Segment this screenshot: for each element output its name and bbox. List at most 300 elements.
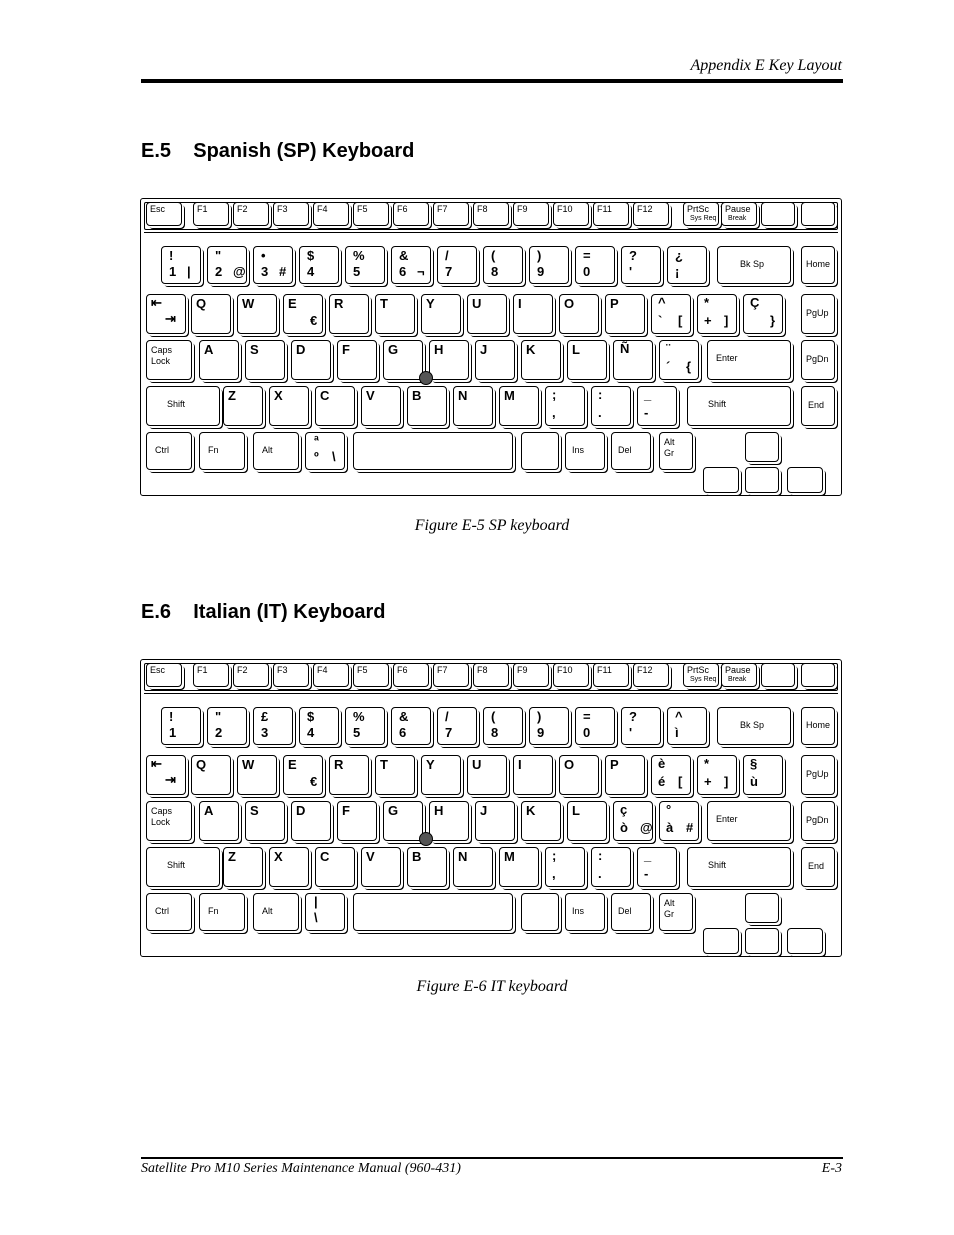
- key-number-11[interactable]: [621, 707, 661, 745]
- key-main-label: 1: [169, 264, 177, 279]
- key-letter-t[interactable]: [375, 294, 415, 334]
- ctrl-label: Ctrl: [155, 906, 169, 916]
- fn-key-label: F9: [517, 204, 528, 214]
- key-shift-label: _: [644, 387, 652, 402]
- key-f7[interactable]: [433, 202, 469, 226]
- key-f5[interactable]: [353, 663, 389, 687]
- key-letter-y[interactable]: [421, 294, 461, 334]
- key-f6[interactable]: [393, 202, 429, 226]
- key-number-12[interactable]: [667, 246, 707, 284]
- key-main-label: 9: [537, 264, 545, 279]
- key-letter-label: F: [342, 342, 350, 357]
- key-number-10[interactable]: [575, 246, 615, 284]
- key-number-11[interactable]: [621, 246, 661, 284]
- key-shift-label: ": [215, 709, 222, 724]
- key-arrow-down[interactable]: [745, 928, 779, 954]
- key-letter-s[interactable]: [245, 801, 285, 841]
- key-main-label: ,: [552, 866, 556, 881]
- key-shift-label: !: [169, 248, 174, 263]
- key-prtsc[interactable]: [683, 663, 719, 687]
- shift-label: Shift: [708, 399, 727, 409]
- key-shift-label: !: [169, 709, 174, 724]
- key-f4[interactable]: [313, 202, 349, 226]
- figure-caption-sp: Figure E-5 SP keyboard: [414, 517, 570, 534]
- pgup-label: PgUp: [806, 308, 829, 318]
- key-letter-p[interactable]: [605, 755, 645, 795]
- key-main-label: .: [598, 866, 602, 881]
- key-home[interactable]: [801, 246, 835, 284]
- key-symbol-q-2[interactable]: [743, 755, 783, 795]
- key-backspace[interactable]: [717, 246, 791, 284]
- key-number-2[interactable]: [207, 707, 247, 745]
- key-shift-label: Ç: [750, 295, 760, 310]
- key-shift-label: %: [353, 248, 365, 263]
- key-symbol-bottom[interactable]: [305, 893, 345, 931]
- key-letter-n[interactable]: [453, 847, 493, 887]
- footer-page-number: E-3: [821, 1161, 842, 1176]
- key-symbol-a-1[interactable]: [659, 801, 699, 841]
- key-main-label: 8: [491, 264, 499, 279]
- key-symbol-q-2[interactable]: [743, 294, 783, 334]
- key-letter-g[interactable]: [383, 801, 423, 841]
- key-letter-label: C: [320, 849, 330, 864]
- key-f1[interactable]: [193, 202, 229, 226]
- key-alt[interactable]: [253, 893, 299, 931]
- key-symbol-a-0[interactable]: [613, 340, 653, 380]
- key-letter-label: X: [274, 849, 283, 864]
- key-letter-y[interactable]: [421, 755, 461, 795]
- key-main-label: ò: [620, 820, 628, 835]
- menu-key[interactable]: [801, 663, 835, 687]
- key-shift-label: *: [704, 295, 710, 310]
- key-pause[interactable]: [721, 663, 757, 687]
- key-backspace[interactable]: [717, 707, 791, 745]
- fn-key-label: F8: [477, 204, 488, 214]
- key-altgr-label: |: [187, 264, 191, 279]
- key-arrow-left[interactable]: [703, 928, 739, 954]
- tab-bottom-label: ⇥: [165, 311, 176, 326]
- fn-key-label: F11: [597, 204, 612, 214]
- key-shift-label: =: [583, 709, 591, 724]
- key-letter-label: D: [296, 342, 306, 357]
- key-symbol-a-1[interactable]: [659, 340, 699, 380]
- key-altgr-label: }: [770, 313, 776, 328]
- key-f11[interactable]: [593, 202, 629, 226]
- key-letter-x[interactable]: [269, 386, 309, 426]
- key-number-8[interactable]: [483, 707, 523, 745]
- key-ins[interactable]: [565, 432, 605, 470]
- key-letter-h[interactable]: [429, 340, 469, 380]
- key-shift-label: ^: [658, 295, 666, 310]
- key-letter-r[interactable]: [329, 294, 369, 334]
- menu-key[interactable]: [801, 202, 835, 226]
- key-letter-label: I: [518, 296, 522, 311]
- key-symbol-q-1[interactable]: [697, 755, 737, 795]
- key-letter-label: S: [250, 342, 259, 357]
- fn-key-label: F3: [277, 204, 288, 214]
- key-letter-o[interactable]: [559, 755, 599, 795]
- key-letter-h[interactable]: [429, 801, 469, 841]
- key-main-label: 4: [307, 264, 315, 279]
- key-enter[interactable]: [707, 801, 791, 841]
- section-title-it: E.6 Italian (IT) Keyboard: [141, 601, 386, 623]
- key-f5[interactable]: [353, 202, 389, 226]
- key-f8[interactable]: [473, 202, 509, 226]
- key-symbol-z-1[interactable]: [591, 386, 631, 426]
- shift-label: Shift: [708, 860, 727, 870]
- key-f8[interactable]: [473, 663, 509, 687]
- key-f11[interactable]: [593, 663, 629, 687]
- key-letter-d[interactable]: [291, 340, 331, 380]
- key-shift-label: Ñ: [620, 341, 630, 356]
- key-number-9[interactable]: [529, 707, 569, 745]
- key-letter-label: T: [380, 296, 388, 311]
- key-letter-label: W: [242, 757, 255, 772]
- fn-key-label: Esc: [150, 204, 166, 214]
- fn-label: Fn: [208, 906, 219, 916]
- key-left-shift[interactable]: [146, 847, 220, 887]
- key-letter-q[interactable]: [191, 755, 231, 795]
- key-letter-g[interactable]: [383, 340, 423, 380]
- key-number-6[interactable]: [391, 707, 431, 745]
- key-main-label: 0: [583, 725, 591, 740]
- fn-key-label: PrtSc: [687, 204, 710, 214]
- key-f12[interactable]: [633, 202, 669, 226]
- key-number-5[interactable]: [345, 707, 385, 745]
- key-number-7[interactable]: [437, 246, 477, 284]
- key-letter-e[interactable]: [283, 755, 323, 795]
- key-main-label: 1: [169, 725, 177, 740]
- key-number-8[interactable]: [483, 246, 523, 284]
- key-letter-label: Z: [228, 849, 236, 864]
- windows-key[interactable]: [761, 663, 795, 687]
- key-f2[interactable]: [233, 202, 269, 226]
- key-shift-label: %: [353, 709, 365, 724]
- key-letter-p[interactable]: [605, 294, 645, 334]
- key-letter-a[interactable]: [199, 801, 239, 841]
- key-letter-l[interactable]: [567, 801, 607, 841]
- key-letter-z[interactable]: [223, 386, 263, 426]
- key-arrow-left[interactable]: [703, 467, 739, 493]
- key-prtsc[interactable]: [683, 202, 719, 226]
- key-letter-k[interactable]: [521, 340, 561, 380]
- key-tab[interactable]: [146, 294, 186, 334]
- figure-caption-it: Figure E-6 IT keyboard: [416, 978, 568, 995]
- key-esc[interactable]: [146, 663, 182, 687]
- altgr-gr-label: Gr: [664, 909, 674, 919]
- key-shift-label: ": [215, 248, 222, 263]
- key-f10[interactable]: [553, 202, 589, 226]
- key-fn[interactable]: [199, 432, 245, 470]
- key-tab[interactable]: [146, 755, 186, 795]
- key-angle-brackets[interactable]: [521, 432, 559, 470]
- key-home[interactable]: [801, 707, 835, 745]
- fn-key-label: Esc: [150, 665, 166, 675]
- key-shift-label: :: [598, 387, 603, 402]
- key-arrow-right[interactable]: [787, 928, 823, 954]
- key-number-3[interactable]: [253, 246, 293, 284]
- key-main-label: 8: [491, 725, 499, 740]
- key-letter-i[interactable]: [513, 294, 553, 334]
- key-shift-label: ): [537, 709, 542, 724]
- key-shift-label: :: [598, 848, 603, 863]
- key-letter-b[interactable]: [407, 386, 447, 426]
- del-label: Del: [618, 445, 632, 455]
- key-letter-c[interactable]: [315, 847, 355, 887]
- key-arrow-down[interactable]: [745, 467, 779, 493]
- euro-label: €: [310, 774, 318, 789]
- key-enter[interactable]: [707, 340, 791, 380]
- key-letter-j[interactable]: [475, 340, 515, 380]
- altgr-alt-label: Alt: [664, 898, 675, 908]
- key-f12[interactable]: [633, 663, 669, 687]
- key-shift-label: ;: [552, 848, 557, 863]
- key-letter-label: Z: [228, 388, 236, 403]
- key-letter-c[interactable]: [315, 386, 355, 426]
- row-separator: [144, 232, 838, 233]
- key-f1[interactable]: [193, 663, 229, 687]
- key-main-label: 5: [353, 725, 361, 740]
- key-ctrl[interactable]: [146, 432, 192, 470]
- fn-key-label: F6: [397, 665, 408, 675]
- key-letter-label: F: [342, 803, 350, 818]
- key-main-label: 7: [445, 725, 453, 740]
- key-f9[interactable]: [513, 663, 549, 687]
- key-altgr-label: @: [640, 820, 653, 835]
- key-alt-gr[interactable]: [659, 893, 693, 931]
- key-f4[interactable]: [313, 663, 349, 687]
- key-letter-label: J: [480, 803, 488, 818]
- key-altgr-label: ]: [724, 313, 729, 328]
- key-arrow-up[interactable]: [745, 432, 779, 462]
- key-letter-s[interactable]: [245, 340, 285, 380]
- key-symbol-q-0[interactable]: [651, 755, 691, 795]
- key-symbol-bottom[interactable]: [305, 432, 345, 470]
- key-letter-f[interactable]: [337, 801, 377, 841]
- fn-key-sub-label: Sys Req: [690, 215, 717, 222]
- pgdn-label: PgDn: [806, 815, 829, 825]
- key-symbol-z-1[interactable]: [591, 847, 631, 887]
- key-number-10[interactable]: [575, 707, 615, 745]
- key-main-label: 0: [583, 264, 591, 279]
- key-symbol-q-1[interactable]: [697, 294, 737, 334]
- fn-key-label: F12: [637, 665, 653, 675]
- shift-label: Shift: [167, 860, 186, 870]
- key-letter-k[interactable]: [521, 801, 561, 841]
- key-letter-i[interactable]: [513, 755, 553, 795]
- keyboard-figure-sp: [140, 198, 842, 496]
- key-alt-gr[interactable]: [659, 432, 693, 470]
- key-shift-label: /: [445, 248, 449, 263]
- key-number-7[interactable]: [437, 707, 477, 745]
- key-letter-label: K: [526, 342, 536, 357]
- key-symbol-z-2[interactable]: [637, 847, 677, 887]
- key-main-label: 6: [399, 264, 407, 279]
- fn-key-label: F10: [557, 665, 573, 675]
- fn-key-label: F11: [597, 665, 612, 675]
- key-del[interactable]: [611, 893, 651, 931]
- key-letter-label: U: [472, 296, 482, 311]
- key-letter-o[interactable]: [559, 294, 599, 334]
- key-caps-lock[interactable]: [146, 801, 192, 841]
- key-pause[interactable]: [721, 202, 757, 226]
- key-letter-m[interactable]: [499, 847, 539, 887]
- key-number-9[interactable]: [529, 246, 569, 284]
- tab-top-label: ⇤: [151, 295, 162, 310]
- key-letter-f[interactable]: [337, 340, 377, 380]
- caps-label: Caps: [151, 806, 173, 816]
- key-letter-r[interactable]: [329, 755, 369, 795]
- key-main-label: +: [704, 313, 712, 328]
- key-letter-t[interactable]: [375, 755, 415, 795]
- key-letter-label: P: [610, 757, 619, 772]
- key-letter-j[interactable]: [475, 801, 515, 841]
- key-shift-label: |: [314, 894, 318, 909]
- key-letter-z[interactable]: [223, 847, 263, 887]
- key-del[interactable]: [611, 432, 651, 470]
- key-pgdn[interactable]: [801, 801, 835, 841]
- key-caps-lock[interactable]: [146, 340, 192, 380]
- key-symbol-a-0[interactable]: [613, 801, 653, 841]
- key-letter-u[interactable]: [467, 294, 507, 334]
- key-main-label: ù: [750, 774, 758, 789]
- key-letter-u[interactable]: [467, 755, 507, 795]
- key-shift-label: ç: [620, 802, 628, 817]
- key-shift-label: £: [261, 709, 269, 724]
- key-shift-label: °: [666, 802, 672, 817]
- windows-key[interactable]: [761, 202, 795, 226]
- key-end[interactable]: [801, 847, 835, 887]
- key-symbol-z-2[interactable]: [637, 386, 677, 426]
- key-main-label: ': [629, 264, 633, 279]
- fn-key-label: PrtSc: [687, 665, 710, 675]
- key-letter-m[interactable]: [499, 386, 539, 426]
- enter-label: Enter: [716, 814, 738, 824]
- key-letter-q[interactable]: [191, 294, 231, 334]
- key-space[interactable]: [353, 432, 513, 470]
- key-number-5[interactable]: [345, 246, 385, 284]
- key-letter-label: W: [242, 296, 255, 311]
- key-number-1[interactable]: [161, 707, 201, 745]
- key-letter-label: H: [434, 803, 444, 818]
- key-f3[interactable]: [273, 663, 309, 687]
- key-end[interactable]: [801, 386, 835, 426]
- key-letter-a[interactable]: [199, 340, 239, 380]
- pointing-stick[interactable]: [419, 371, 433, 385]
- key-esc[interactable]: [146, 202, 182, 226]
- pointing-stick[interactable]: [419, 832, 433, 846]
- fn-key-label: F5: [357, 204, 368, 214]
- key-shift-label: •: [261, 248, 266, 263]
- key-letter-d[interactable]: [291, 801, 331, 841]
- key-letter-label: D: [296, 803, 306, 818]
- key-symbol-q-0[interactable]: [651, 294, 691, 334]
- key-letter-w[interactable]: [237, 294, 277, 334]
- key-letter-l[interactable]: [567, 340, 607, 380]
- key-letter-n[interactable]: [453, 386, 493, 426]
- key-f7[interactable]: [433, 663, 469, 687]
- key-fn[interactable]: [199, 893, 245, 931]
- key-shift-label: (: [491, 709, 496, 724]
- del-label: Del: [618, 906, 632, 916]
- key-number-12[interactable]: [667, 707, 707, 745]
- key-number-6[interactable]: [391, 246, 431, 284]
- key-pgup[interactable]: [801, 294, 835, 334]
- key-ins[interactable]: [565, 893, 605, 931]
- key-right-shift[interactable]: [687, 847, 791, 887]
- key-shift-label: (: [491, 248, 496, 263]
- keyboard-figure-it: [140, 659, 842, 957]
- key-shift-label: ;: [552, 387, 557, 402]
- key-letter-label: O: [564, 296, 575, 311]
- key-main-label: 4: [307, 725, 315, 740]
- key-letter-v[interactable]: [361, 847, 401, 887]
- key-altgr-label: #: [279, 264, 287, 279]
- key-arrow-right[interactable]: [787, 467, 823, 493]
- key-shift-label: /: [445, 709, 449, 724]
- key-letter-x[interactable]: [269, 847, 309, 887]
- key-letter-b[interactable]: [407, 847, 447, 887]
- key-shift-label: ¨: [666, 341, 671, 356]
- key-f3[interactable]: [273, 202, 309, 226]
- fn-key-label: F1: [197, 204, 208, 214]
- key-letter-label: N: [458, 849, 468, 864]
- key-letter-label: A: [204, 342, 214, 357]
- key-right-shift[interactable]: [687, 386, 791, 426]
- key-letter-v[interactable]: [361, 386, 401, 426]
- fn-key-label: F10: [557, 204, 573, 214]
- key-letter-label: C: [320, 388, 330, 403]
- pgup-label: PgUp: [806, 769, 829, 779]
- key-pgdn[interactable]: [801, 340, 835, 380]
- key-number-2[interactable]: [207, 246, 247, 284]
- key-shift-label: ª: [314, 433, 319, 448]
- key-main-label: \: [314, 910, 318, 925]
- key-main-label: º: [314, 449, 319, 464]
- key-arrow-up[interactable]: [745, 893, 779, 923]
- key-number-1[interactable]: [161, 246, 201, 284]
- key-alt[interactable]: [253, 432, 299, 470]
- key-f6[interactable]: [393, 663, 429, 687]
- key-number-4[interactable]: [299, 707, 339, 745]
- key-pgup[interactable]: [801, 755, 835, 795]
- key-left-shift[interactable]: [146, 386, 220, 426]
- key-letter-w[interactable]: [237, 755, 277, 795]
- euro-label: €: [310, 313, 318, 328]
- key-main-label: 9: [537, 725, 545, 740]
- key-letter-label: B: [412, 388, 422, 403]
- key-number-3[interactable]: [253, 707, 293, 745]
- key-main-label: 6: [399, 725, 407, 740]
- key-altgr-label: [: [678, 774, 683, 789]
- home-label: Home: [806, 259, 831, 269]
- key-symbol-z-0[interactable]: [545, 847, 585, 887]
- key-shift-label: ): [537, 248, 542, 263]
- key-f2[interactable]: [233, 663, 269, 687]
- key-angle-brackets[interactable]: [521, 893, 559, 931]
- key-main-label: 2: [215, 264, 223, 279]
- key-main-label: ': [629, 725, 633, 740]
- key-symbol-z-0[interactable]: [545, 386, 585, 426]
- end-label: End: [808, 861, 825, 871]
- key-space[interactable]: [353, 893, 513, 931]
- top-rule: [141, 79, 843, 83]
- key-f10[interactable]: [553, 663, 589, 687]
- key-f9[interactable]: [513, 202, 549, 226]
- key-letter-e[interactable]: [283, 294, 323, 334]
- key-number-4[interactable]: [299, 246, 339, 284]
- key-ctrl[interactable]: [146, 893, 192, 931]
